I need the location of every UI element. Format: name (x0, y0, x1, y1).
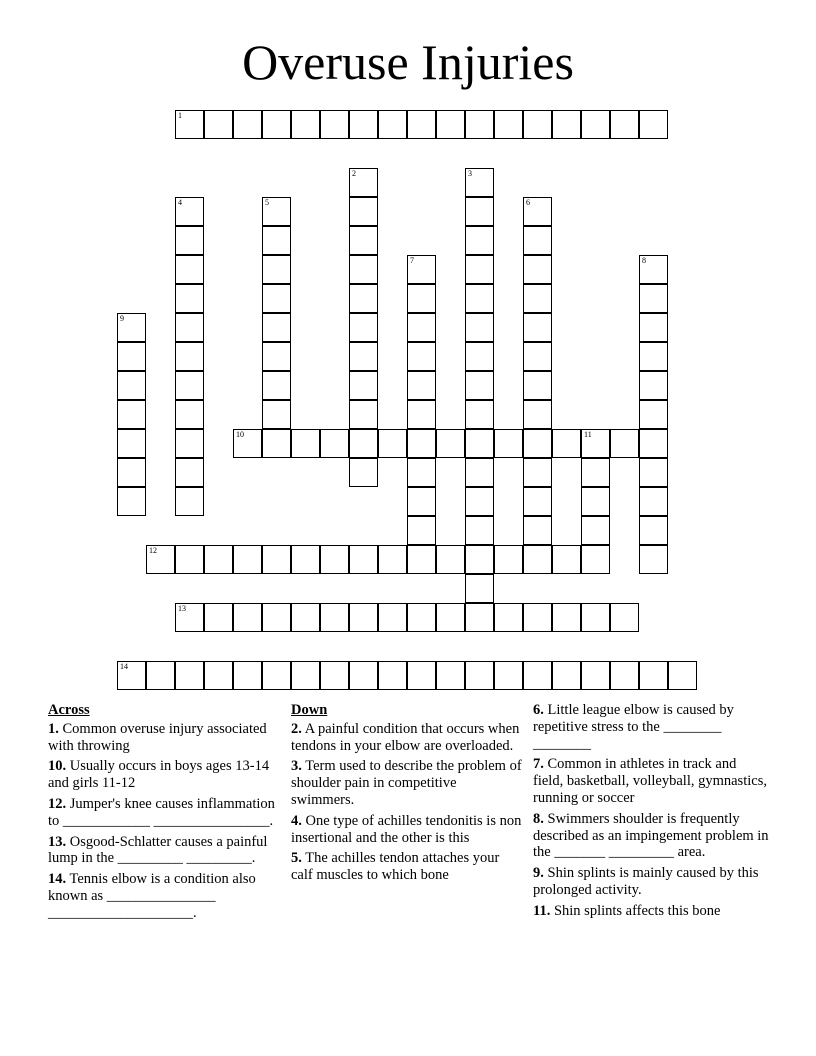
grid-cell[interactable] (465, 313, 494, 342)
grid-cell[interactable] (465, 197, 494, 226)
clue-text: Shin splints is mainly caused by this prolonged activity. (533, 865, 759, 898)
across-clue-list (48, 721, 283, 922)
down-clue-list-2 (533, 702, 769, 920)
clue-number-label: 3. (291, 758, 302, 775)
grid-cell[interactable] (465, 516, 494, 545)
grid-cell[interactable] (349, 255, 378, 284)
clue-text: Term used to describe the problem of shoulder pain in competitive swimmers. (291, 758, 522, 808)
grid-cell[interactable] (262, 400, 291, 429)
grid-cell[interactable] (407, 487, 436, 516)
grid-cell[interactable] (233, 603, 262, 632)
grid-cell[interactable] (407, 603, 436, 632)
puzzle-title: Overuse Injuries (242, 34, 574, 90)
clue-item (291, 850, 523, 884)
clue-number-label: 2. (291, 720, 302, 737)
clue-number: 6 (526, 198, 530, 207)
grid-cell[interactable] (262, 226, 291, 255)
grid-cell[interactable] (465, 429, 494, 458)
clue-number: 7 (410, 256, 414, 265)
grid-cell[interactable] (639, 342, 668, 371)
grid-cell[interactable] (639, 371, 668, 400)
grid-cell[interactable] (407, 284, 436, 313)
grid-cell[interactable] (175, 110, 204, 139)
grid-cell[interactable] (668, 661, 697, 690)
grid-cell[interactable] (204, 603, 233, 632)
grid-cell[interactable] (262, 603, 291, 632)
grid-cell[interactable] (523, 400, 552, 429)
grid-cell[interactable] (581, 603, 610, 632)
down-clues-continued (533, 702, 769, 924)
grid-cell[interactable] (349, 429, 378, 458)
grid-cell[interactable] (465, 284, 494, 313)
clue-text: A painful condition that occurs when tendons in your elbow are overloaded. (291, 720, 520, 754)
clue-number-label: 8. (533, 810, 544, 827)
grid-cell[interactable] (378, 603, 407, 632)
grid-cell[interactable] (523, 603, 552, 632)
grid-cell[interactable] (233, 545, 262, 574)
grid-cell[interactable] (349, 545, 378, 574)
grid-cell[interactable] (349, 400, 378, 429)
grid-cell[interactable] (320, 661, 349, 690)
clue-text: Swimmers shoulder is frequently described as an impingement problem in the _______ _________ area. (533, 810, 769, 861)
grid-cell[interactable] (262, 255, 291, 284)
grid-cell[interactable] (349, 226, 378, 255)
grid-cell[interactable] (552, 545, 581, 574)
clue-item (48, 721, 283, 755)
clue-number: 13 (178, 604, 186, 613)
grid-cell[interactable] (117, 400, 146, 429)
grid-cell[interactable] (581, 110, 610, 139)
grid-cell[interactable] (262, 661, 291, 690)
grid-cell[interactable] (291, 603, 320, 632)
clue-number: 9 (120, 314, 124, 323)
down-clues (291, 702, 523, 888)
grid-cell[interactable] (175, 603, 204, 632)
grid-cell[interactable] (378, 661, 407, 690)
grid-cell[interactable] (552, 110, 581, 139)
grid-cell[interactable] (349, 342, 378, 371)
clue-number: 5 (265, 198, 269, 207)
grid-cell[interactable] (494, 110, 523, 139)
grid-cell[interactable] (175, 458, 204, 487)
grid-cell[interactable] (494, 661, 523, 690)
grid-cell[interactable] (523, 516, 552, 545)
clue-item (533, 865, 769, 899)
grid-cell[interactable] (465, 487, 494, 516)
grid-cell[interactable] (378, 110, 407, 139)
grid-cell[interactable] (146, 661, 175, 690)
grid-cell[interactable] (349, 371, 378, 400)
clue-number: 14 (120, 662, 128, 671)
grid-cell[interactable] (320, 603, 349, 632)
grid-cell[interactable] (117, 371, 146, 400)
grid-cell[interactable] (175, 400, 204, 429)
clue-number-label: 1. (48, 720, 59, 737)
down-heading: Down (291, 702, 328, 718)
grid-cell[interactable] (175, 226, 204, 255)
grid-cell[interactable] (639, 255, 668, 284)
clue-number: 8 (642, 256, 646, 265)
clue-item (48, 758, 283, 792)
grid-cell[interactable] (262, 371, 291, 400)
grid-cell[interactable] (436, 110, 465, 139)
grid-cell[interactable] (552, 429, 581, 458)
grid-cell[interactable] (581, 661, 610, 690)
grid-cell[interactable] (639, 429, 668, 458)
clue-text: One type of achilles tendonitis is non insertional and the other is this (291, 812, 522, 846)
grid-cell[interactable] (291, 429, 320, 458)
grid-cell[interactable] (523, 197, 552, 226)
grid-cell[interactable] (552, 661, 581, 690)
clue-number: 3 (468, 169, 472, 178)
grid-cell[interactable] (436, 661, 465, 690)
grid-cell[interactable] (639, 458, 668, 487)
clue-text: Jumper's knee causes inflammation to ____________ ________________. (48, 795, 275, 829)
grid-cell[interactable] (262, 197, 291, 226)
grid-cell[interactable] (407, 429, 436, 458)
clue-text: Shin splints affects this bone (550, 902, 721, 919)
grid-cell[interactable] (465, 400, 494, 429)
grid-cell[interactable] (407, 516, 436, 545)
grid-cell[interactable] (233, 661, 262, 690)
clue-item (533, 702, 769, 752)
clue-item (291, 758, 523, 808)
grid-cell[interactable] (465, 574, 494, 603)
grid-cell[interactable] (175, 429, 204, 458)
grid-cell[interactable] (262, 545, 291, 574)
grid-cell[interactable] (349, 458, 378, 487)
grid-cell[interactable] (291, 110, 320, 139)
clue-text: Usually occurs in boys ages 13-14 and girls 11-12 (48, 758, 270, 792)
grid-cell[interactable] (465, 226, 494, 255)
grid-cell[interactable] (465, 168, 494, 197)
grid-cell[interactable] (320, 110, 349, 139)
grid-cell[interactable] (465, 371, 494, 400)
grid-cell[interactable] (175, 661, 204, 690)
grid-cell[interactable] (494, 545, 523, 574)
grid-cell[interactable] (349, 284, 378, 313)
clue-number-label: 11. (533, 902, 551, 919)
grid-cell[interactable] (291, 661, 320, 690)
grid-cell[interactable] (465, 342, 494, 371)
grid-cell[interactable] (523, 487, 552, 516)
grid-cell[interactable] (117, 487, 146, 516)
grid-cell[interactable] (581, 545, 610, 574)
grid-cell[interactable] (581, 487, 610, 516)
grid-cell[interactable] (523, 313, 552, 342)
grid-cell[interactable] (610, 661, 639, 690)
grid-cell[interactable] (407, 313, 436, 342)
clue-number: 11 (584, 430, 592, 439)
grid-cell[interactable] (639, 487, 668, 516)
clue-number: 4 (178, 198, 182, 207)
grid-cell[interactable] (175, 371, 204, 400)
grid-cell[interactable] (262, 110, 291, 139)
grid-cell[interactable] (581, 516, 610, 545)
grid-cell[interactable] (523, 661, 552, 690)
grid-cell[interactable] (436, 545, 465, 574)
grid-cell[interactable] (639, 545, 668, 574)
grid-cell[interactable] (552, 603, 581, 632)
clue-item (48, 796, 283, 830)
grid-cell[interactable] (407, 545, 436, 574)
grid-cell[interactable] (639, 516, 668, 545)
grid-cell[interactable] (523, 371, 552, 400)
grid-cell[interactable] (610, 110, 639, 139)
grid-cell[interactable] (262, 429, 291, 458)
grid-cell[interactable] (320, 429, 349, 458)
grid-cell[interactable] (175, 342, 204, 371)
clue-item (533, 811, 769, 861)
grid-cell[interactable] (204, 545, 233, 574)
grid-cell[interactable] (349, 110, 378, 139)
grid-cell[interactable] (117, 458, 146, 487)
clue-number: 12 (149, 546, 157, 555)
grid-cell[interactable] (291, 545, 320, 574)
grid-cell[interactable] (407, 400, 436, 429)
grid-cell[interactable] (407, 458, 436, 487)
clue-item (291, 813, 523, 847)
down-clue-list-1 (291, 721, 523, 884)
clue-number-label: 12. (48, 795, 67, 812)
grid-cell[interactable] (465, 458, 494, 487)
clue-item (533, 756, 769, 806)
grid-cell[interactable] (378, 545, 407, 574)
clue-text: Common overuse injury associated with throwing (48, 720, 267, 754)
grid-cell[interactable] (639, 661, 668, 690)
grid-cell[interactable] (407, 255, 436, 284)
grid-cell[interactable] (610, 603, 639, 632)
grid-cell[interactable] (262, 284, 291, 313)
grid-cell[interactable] (436, 429, 465, 458)
across-clues (48, 702, 283, 926)
grid-cell[interactable] (523, 458, 552, 487)
grid-cell[interactable] (581, 429, 610, 458)
grid-cell[interactable] (523, 226, 552, 255)
grid-cell[interactable] (117, 342, 146, 371)
grid-cell[interactable] (175, 255, 204, 284)
grid-cell[interactable] (407, 110, 436, 139)
grid-cell[interactable] (465, 661, 494, 690)
grid-cell[interactable] (175, 487, 204, 516)
grid-cell[interactable] (465, 603, 494, 632)
grid-cell[interactable] (204, 110, 233, 139)
grid-cell[interactable] (262, 313, 291, 342)
grid-cell[interactable] (581, 458, 610, 487)
clue-item (48, 834, 283, 868)
clue-number-label: 6. (533, 702, 544, 718)
grid-cell[interactable] (117, 313, 146, 342)
grid-cell[interactable] (523, 545, 552, 574)
grid-cell[interactable] (320, 545, 349, 574)
grid-cell[interactable] (639, 284, 668, 313)
clue-item (291, 721, 523, 755)
clue-number-label: 14. (48, 871, 67, 888)
grid-cell[interactable] (233, 429, 262, 458)
grid-cell[interactable] (523, 284, 552, 313)
clue-number-label: 10. (48, 758, 67, 775)
grid-cell[interactable] (407, 342, 436, 371)
grid-cell[interactable] (465, 545, 494, 574)
clue-text: Tennis elbow is a condition also known as _______________ ____________________. (48, 871, 256, 921)
grid-cell[interactable] (378, 429, 407, 458)
across-heading: Across (48, 702, 90, 718)
grid-cell[interactable] (349, 168, 378, 197)
clue-text: The achilles tendon attaches your calf muscles to which bone (291, 850, 500, 884)
grid-cell[interactable] (494, 603, 523, 632)
grid-cell[interactable] (204, 661, 233, 690)
grid-cell[interactable] (523, 342, 552, 371)
clue-number-label: 13. (48, 833, 67, 850)
grid-cell[interactable] (349, 197, 378, 226)
grid-cell[interactable] (465, 110, 494, 139)
grid-cell[interactable] (407, 371, 436, 400)
grid-cell[interactable] (407, 661, 436, 690)
clue-number-label: 5. (291, 850, 302, 867)
clue-text: Osgood-Schlatter causes a painful lump in the _________ _________. (48, 833, 268, 867)
grid-cell[interactable] (349, 661, 378, 690)
grid-cell[interactable] (262, 342, 291, 371)
grid-cell[interactable] (465, 255, 494, 284)
clue-item (533, 903, 769, 920)
grid-cell[interactable] (639, 400, 668, 429)
grid-cell[interactable] (523, 255, 552, 284)
grid-cell[interactable] (117, 429, 146, 458)
clue-number: 1 (178, 111, 182, 120)
grid-cell[interactable] (175, 284, 204, 313)
grid-cell[interactable] (175, 197, 204, 226)
grid-cell[interactable] (175, 545, 204, 574)
grid-cell[interactable] (523, 429, 552, 458)
grid-cell[interactable] (610, 429, 639, 458)
grid-cell[interactable] (349, 313, 378, 342)
clue-number: 10 (236, 430, 244, 439)
grid-cell[interactable] (233, 110, 262, 139)
clue-text: Common in athletes in track and field, basketball, volleyball, gymnastics, running or soccer (533, 756, 767, 806)
clue-text: Little league elbow is caused by repetitive stress to the ________ ________ (533, 702, 734, 752)
grid-cell[interactable] (175, 313, 204, 342)
grid-cell[interactable] (117, 661, 146, 690)
grid-cell[interactable] (639, 313, 668, 342)
clue-item (48, 871, 283, 921)
grid-cell[interactable] (436, 603, 465, 632)
grid-cell[interactable] (639, 110, 668, 139)
grid-cell[interactable] (523, 110, 552, 139)
grid-cell[interactable] (494, 429, 523, 458)
grid-cell[interactable] (349, 603, 378, 632)
clue-number-label: 9. (533, 865, 544, 882)
grid-cell[interactable] (146, 545, 175, 574)
clue-number: 2 (352, 169, 356, 178)
clue-number-label: 7. (533, 756, 544, 773)
clue-number-label: 4. (291, 812, 302, 829)
